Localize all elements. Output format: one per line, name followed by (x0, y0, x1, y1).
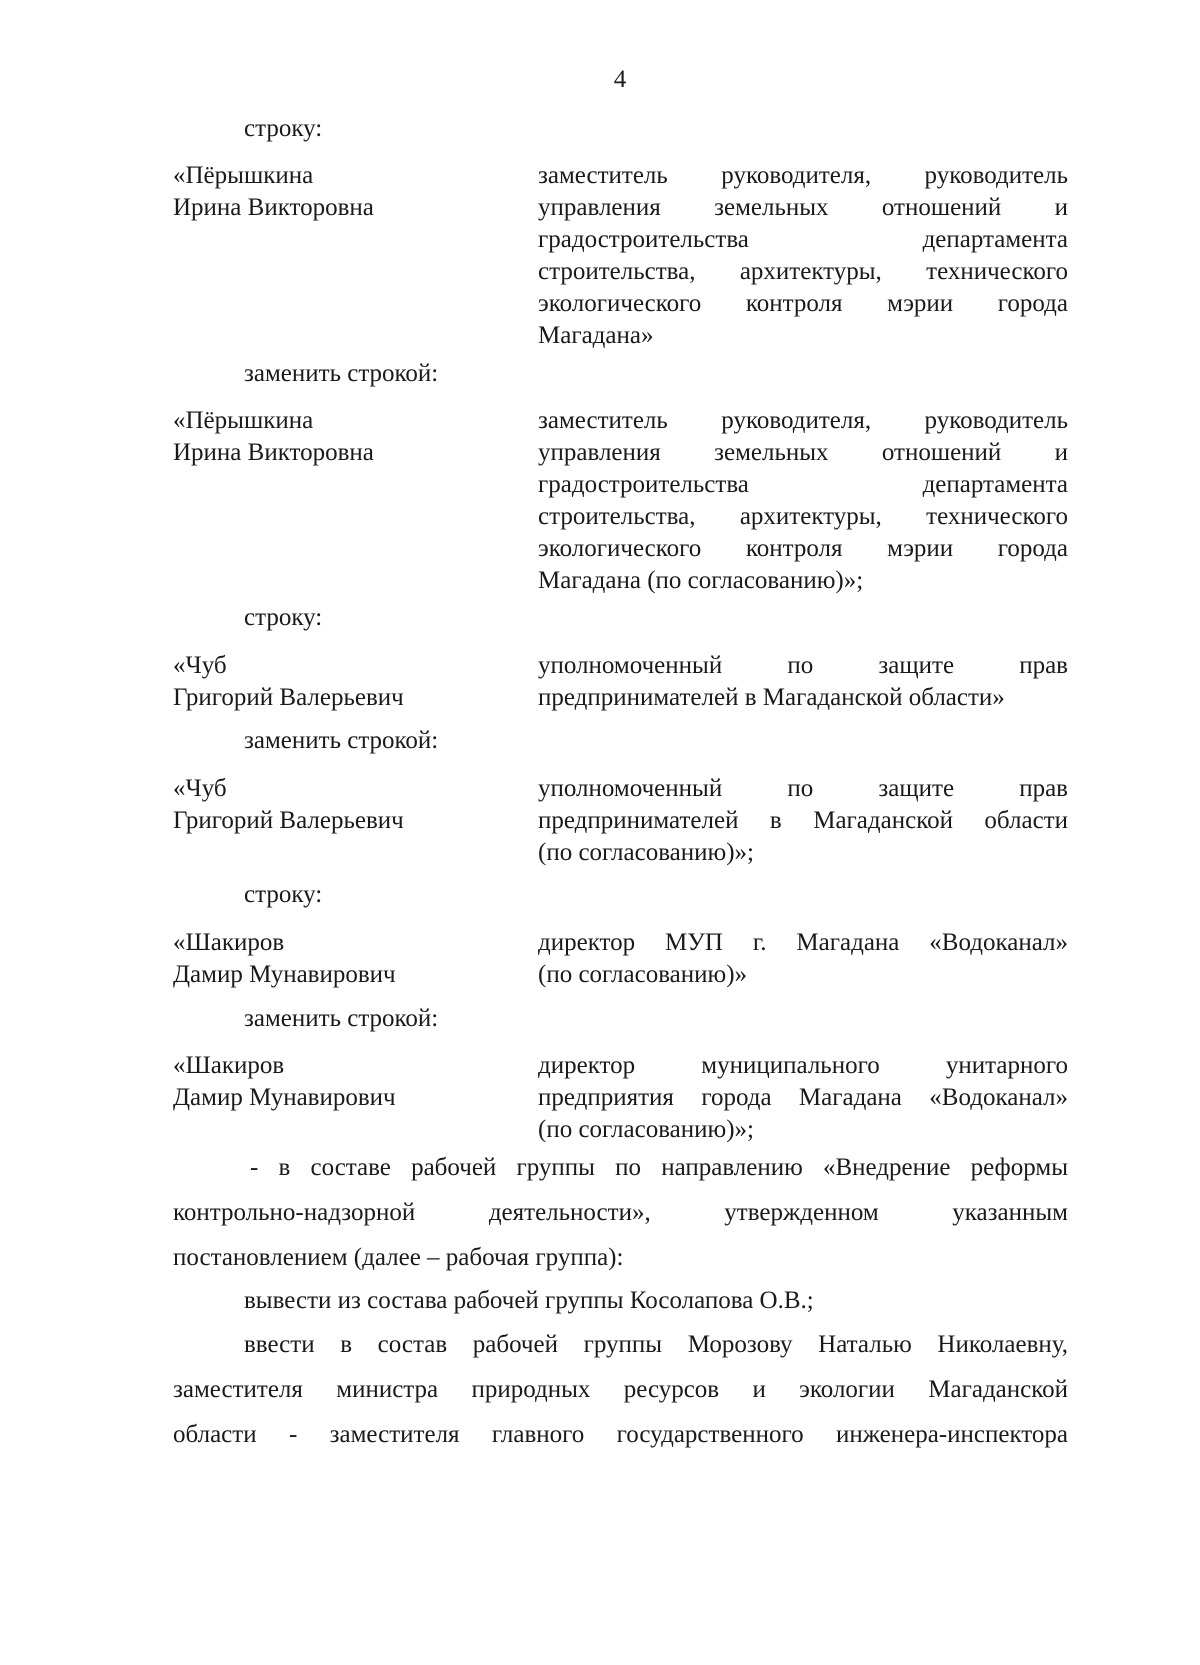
entry-label: заменить строкой: (244, 727, 439, 754)
person-name: «Шакиров Дамир Мунавирович (173, 1052, 396, 1111)
person-position: директор муниципального унитарного предприятия города Магадана «Водоканал» (по согласованию)»; (538, 1052, 1068, 1143)
person-position: уполномоченный по защите прав предпринимателей в Магаданской области (по согласованию)»; (538, 775, 1068, 866)
entry-label: заменить строкой: (244, 360, 439, 387)
page-number: 4 (613, 66, 627, 93)
person-position: директор МУП г. Магадана «Водоканал» (по согласованию)» (538, 929, 1068, 988)
person-name: «Шакиров Дамир Мунавирович (173, 929, 396, 988)
body-paragraph: вывести из состава рабочей группы Косолапова О.В.; (244, 1287, 814, 1314)
entry-label: строку: (244, 881, 323, 908)
person-name: «Чуб Григорий Валерьевич (173, 775, 404, 834)
person-name: «Пёрышкина Ирина Викторовна (173, 407, 374, 466)
entry-label: строку: (244, 115, 323, 142)
body-paragraph: - в составе рабочей группы по направлению «Внедрение реформы контрольно-надзорной деятельности», утвержденном указанным постановлением (далее – рабочая группа): (173, 1154, 1068, 1271)
person-position: заместитель руководителя, руководитель управления земельных отношений и градостроительства департамента строительства, архитектуры, технического экологического контроля мэрии города Магадана» (538, 162, 1068, 349)
entry-label: заменить строкой: (244, 1005, 439, 1032)
body-paragraph: ввести в состав рабочей группы Морозову Наталью Николаевну, заместителя министра природных ресурсов и экологии Магаданской области - заместителя главного государственного инженера-инспектора (173, 1331, 1068, 1448)
entry-label: строку: (244, 604, 323, 631)
person-position: уполномоченный по защите прав предпринимателей в Магаданской области» (538, 652, 1068, 711)
person-name: «Чуб Григорий Валерьевич (173, 652, 404, 711)
person-name: «Пёрышкина Ирина Викторовна (173, 162, 374, 221)
person-position: заместитель руководителя, руководитель управления земельных отношений и градостроительства департамента строительства, архитектуры, технического экологического контроля мэрии города Магадана (по согласованию)»; (538, 407, 1068, 594)
